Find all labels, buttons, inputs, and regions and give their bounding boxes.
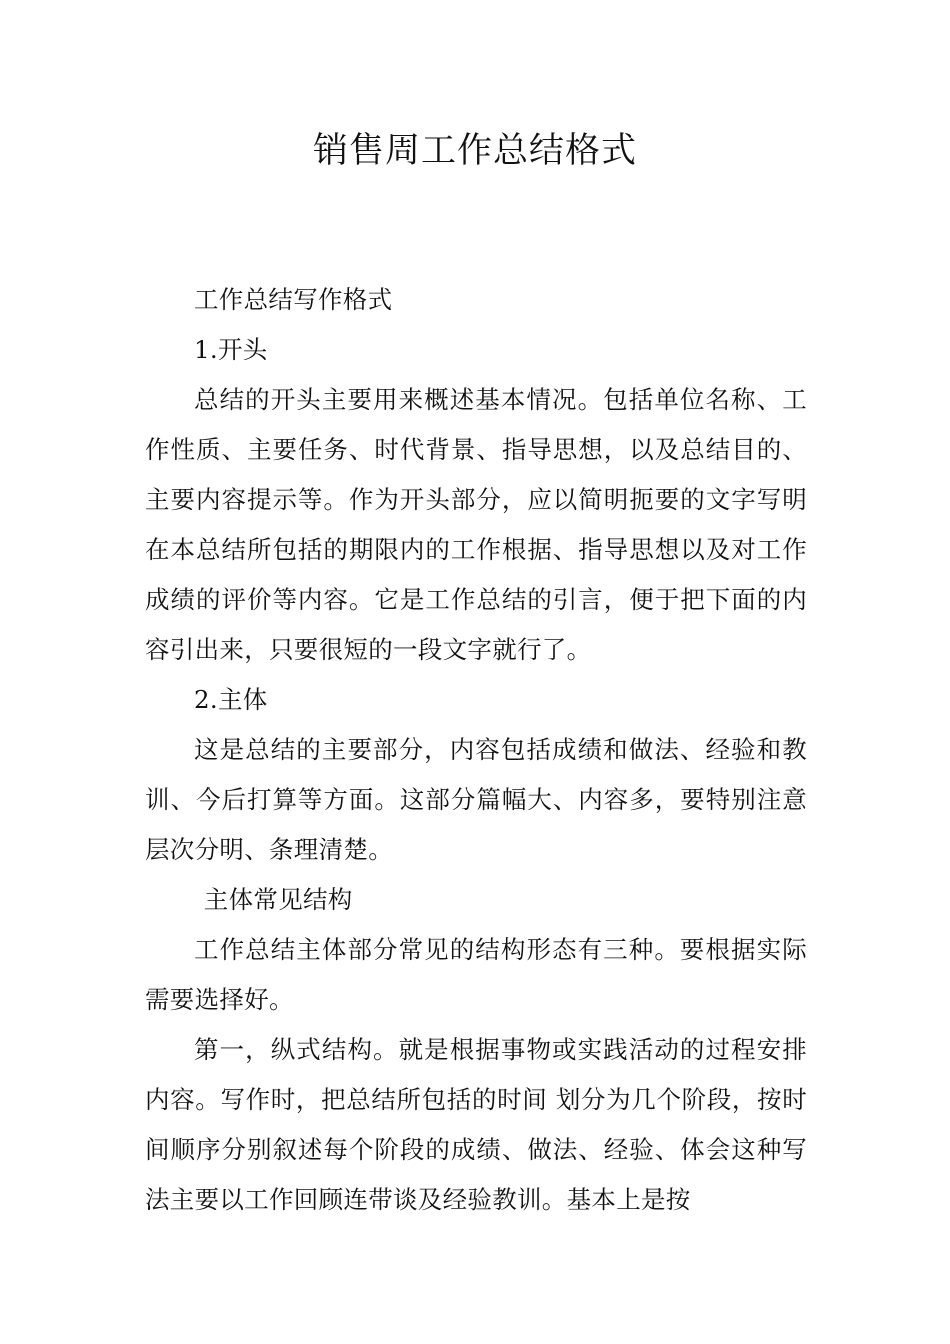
paragraph-vertical-structure: 第一，纵式结构。就是根据事物或实践活动的过程安排内容。写作时，把总结所包括的时间 划分为几个阶段，按时间顺序分别叙述每个阶段的成绩、做法、经验、体会这种写法主要以工作回顾连带谈及经验教训。基本上是按: [145, 1035, 807, 1214]
paragraph-common-structure: 工作总结主体部分常见的结构形态有三种。要根据实际需要选择好。: [145, 935, 807, 1014]
section-heading-writing-format: 工作总结写作格式: [194, 285, 393, 314]
section-heading-common-structure: 主体常见结构: [203, 885, 353, 914]
document-body: [145, 275, 807, 1225]
document-title: 销售周工作总结格式: [312, 131, 637, 171]
section-heading-opening: 1.开头: [194, 335, 268, 364]
paragraph-opening: 总结的开头主要用来概述基本情况。包括单位名称、工作性质、主要任务、时代背景、指导思想，以及总结目的、主要内容提示等。作为开头部分，应以简明扼要的文字写明在本总结所包括的期限内的工作根据、指导思想以及对工作成绩的评价等内容。它是工作总结的引言，便于把下面的内容引出来，只要很短的一段文字就行了。: [145, 385, 807, 664]
section-heading-main-body: 2.主体: [194, 685, 268, 714]
paragraph-main-body: 这是总结的主要部分，内容包括成绩和做法、经验和教训、今后打算等方面。这部分篇幅大、内容多，要特别注意层次分明、条理清楚。: [145, 735, 807, 864]
